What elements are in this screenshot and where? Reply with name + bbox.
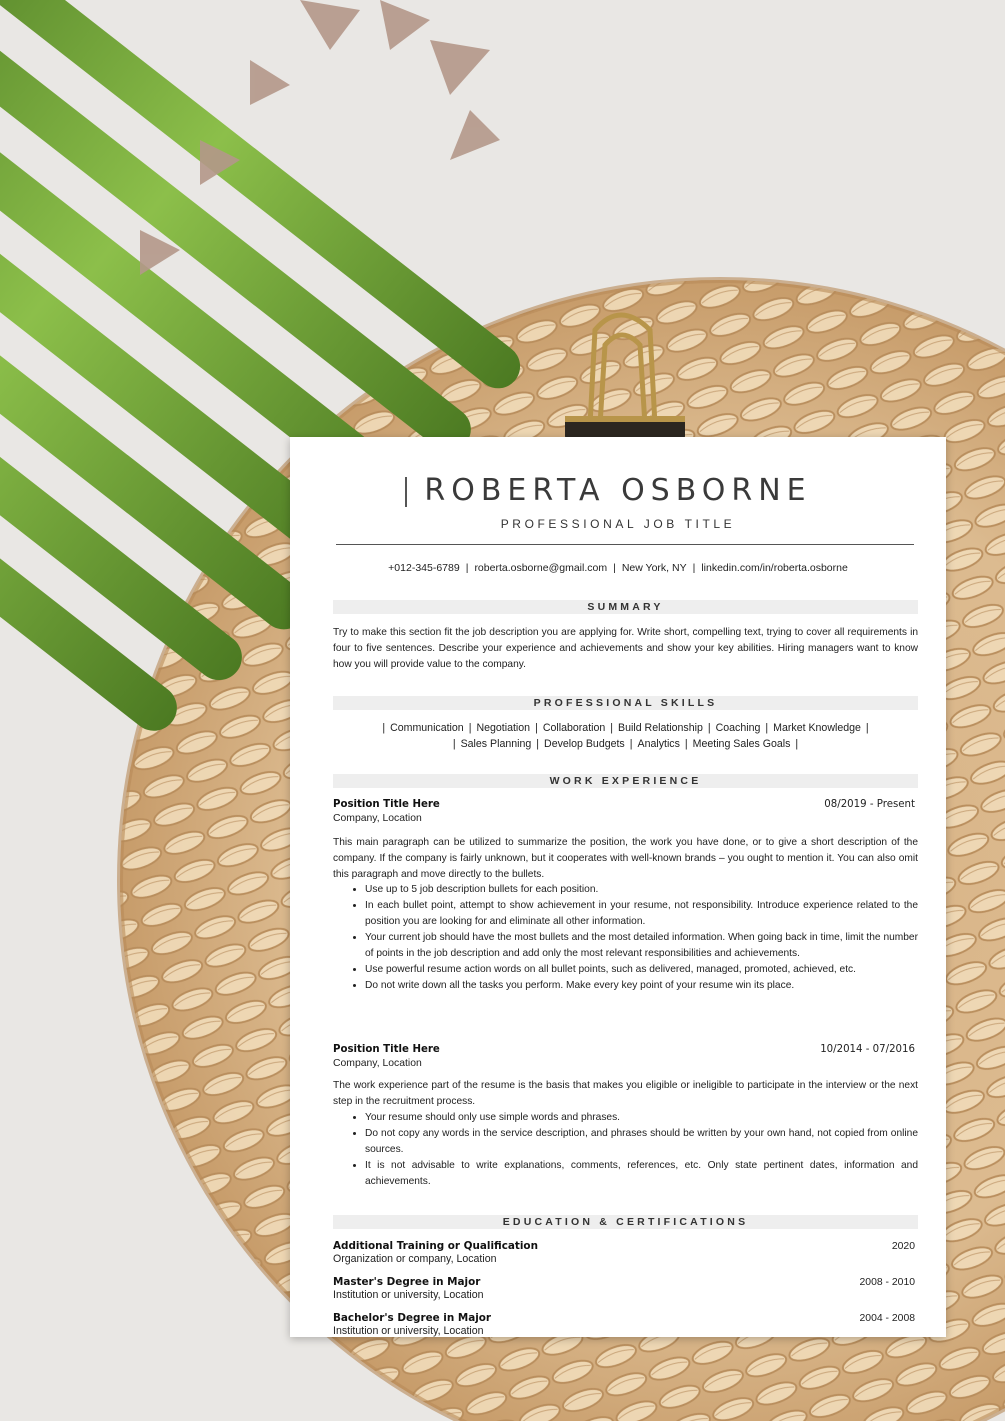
- skill-item: Communication: [390, 722, 464, 734]
- education-entry: [333, 1312, 915, 1337]
- header-divider: [336, 544, 914, 545]
- contact-linkedin: linkedin.com/in/roberta.osborne: [701, 562, 848, 574]
- job-bullet: • Do not copy any words in the service description, and phrases should be written by your own hand, not copied from online sources.: [365, 1126, 918, 1158]
- skill-item: Meeting Sales Goals: [692, 738, 791, 750]
- job-dates: 08/2019 - Present: [824, 799, 915, 810]
- education-degree: Master's Degree in Major: [333, 1276, 481, 1288]
- skill-item: Market Knowledge: [773, 722, 861, 734]
- contact-separator: |: [465, 562, 469, 574]
- job-bullets: [333, 1110, 918, 1190]
- contact-separator: |: [613, 562, 616, 574]
- education-entry: [333, 1240, 915, 1266]
- skill-item: Negotiation: [476, 722, 531, 734]
- education-institution: Institution or university, Location: [333, 1325, 484, 1337]
- job-bullets: [333, 882, 918, 994]
- education-degree: Additional Training or Qualification: [333, 1240, 538, 1252]
- resume-page: [290, 437, 946, 1337]
- education-entry: [333, 1276, 915, 1302]
- experience-heading: WORK EXPERIENCE: [333, 774, 918, 788]
- contact-phone: +012-345-6789: [388, 562, 460, 574]
- education-degree: Bachelor's Degree in Major: [333, 1312, 492, 1324]
- job-bullet: • Your resume should only use simple words and phrases.: [365, 1110, 918, 1126]
- resume-name: ROBERTA OSBORNE: [424, 473, 812, 508]
- education-heading: EDUCATION & CERTIFICATIONS: [333, 1215, 918, 1229]
- skill-item: Develop Budgets: [544, 738, 625, 750]
- resume-job-title: PROFESSIONAL JOB TITLE: [500, 517, 736, 531]
- education-years: 2008 - 2010: [859, 1277, 915, 1288]
- job-header: [333, 798, 915, 826]
- skill-item: Coaching: [715, 722, 761, 734]
- skill-item: Collaboration: [542, 722, 606, 734]
- skill-item: Sales Planning: [460, 738, 532, 750]
- skill-item: Build Relationship: [618, 722, 703, 734]
- job-company: Company, Location: [333, 1058, 422, 1069]
- summary-heading: SUMMARY: [333, 600, 918, 614]
- contact-line: [290, 562, 946, 574]
- skills-list: | Communication | Negotiation | Collaboration | Build Relationship | Coaching | Market Knowledge | | Sales Planning | Develop Budgets | Analytics | Meeting Sales Goals |: [382, 722, 869, 750]
- job-bullet: • In each bullet point, attempt to show achievement in your resume, not responsibility. Introduce experience related to the position you are looking for and eliminate all other information.: [365, 898, 918, 930]
- skill-item: Analytics: [637, 738, 680, 750]
- summary-text: Try to make this section fit the job description you are applying for. Write short, compelling text, trying to cover all requirements in four to five sentences. Describe your experience and achievements and show your key abilities. Hiring managers want to know how you will provide value to the company.: [333, 627, 918, 670]
- job-position: Position Title Here: [333, 1044, 440, 1055]
- contact-location: New York, NY: [621, 562, 687, 574]
- job-description: The work experience part of the resume is the basis that makes you eligible or ineligible to participate in the interview or the next step in the recruitment process.: [333, 1080, 918, 1107]
- job-position: Position Title Here: [333, 799, 440, 810]
- job-dates: 10/2014 - 07/2016: [820, 1044, 915, 1055]
- education-institution: Organization or company, Location: [333, 1253, 497, 1265]
- job-company: Company, Location: [333, 813, 422, 824]
- contact-email: roberta.osborne@gmail.com: [474, 562, 608, 574]
- job-bullet: • Your current job should have the most bullets and the most detailed information. When going back in time, limit the number of points in the job description and add only the most relevant responsibilities and achievements.: [365, 930, 918, 962]
- education-years: 2020: [891, 1241, 915, 1252]
- skills-heading: PROFESSIONAL SKILLS: [333, 696, 918, 710]
- job-bullet: • It is not advisable to write explanations, comments, references, etc. Only state pertinent dates, information and achievements.: [365, 1158, 918, 1190]
- job-header: [333, 1043, 915, 1071]
- job-description: This main paragraph can be utilized to summarize the position, the work you have done, or to give a short description of the company. If the company is fairly unknown, but it cooperates with well-known brands – you ought to mention it. You can also omit this paragraph and move directly to the bullets.: [333, 837, 918, 880]
- job-bullet: • Do not write down all the tasks you perform. Make every key point of your resume win its place.: [365, 978, 918, 994]
- contact-separator: |: [692, 562, 696, 574]
- job-bullet: • Use up to 5 job description bullets for each position.: [365, 882, 918, 898]
- education-years: 2004 - 2008: [859, 1313, 915, 1324]
- job-bullet: • Use powerful resume action words on all bullet points, such as delivered, managed, promoted, achieved, etc.: [365, 962, 918, 978]
- education-institution: Institution or university, Location: [333, 1289, 484, 1301]
